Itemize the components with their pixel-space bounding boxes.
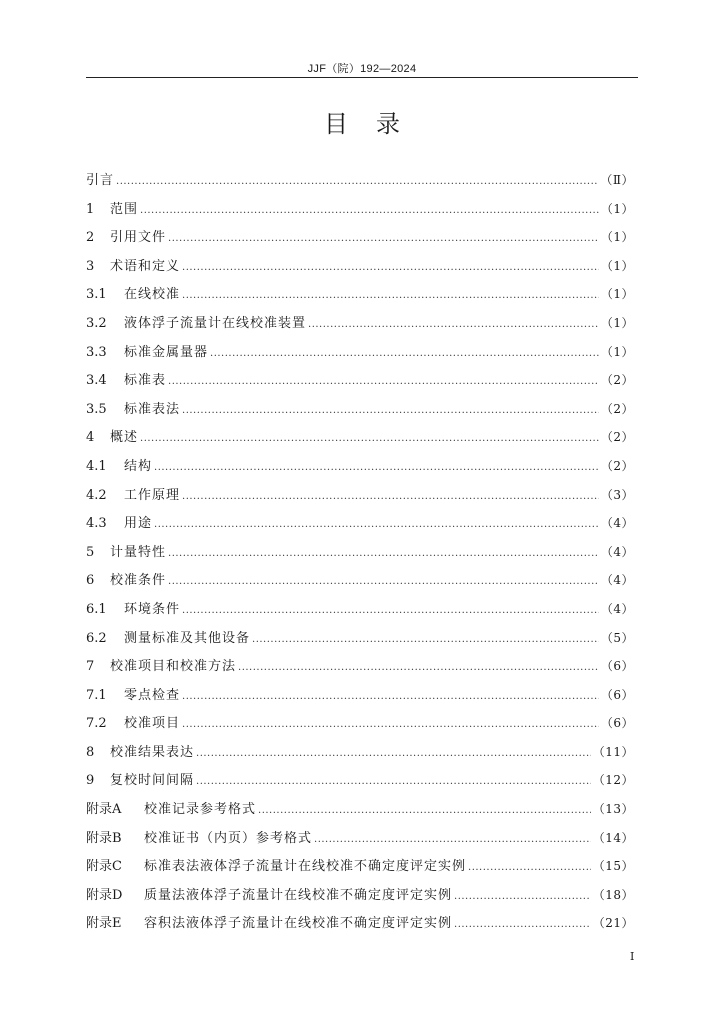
toc-entry-label: 用途 <box>124 516 153 532</box>
toc-entry-page: （Ⅱ） <box>600 173 634 187</box>
dot-leader <box>182 286 599 306</box>
toc-entry-page: （1） <box>600 258 634 273</box>
toc-entry-number: 4.3 <box>86 516 107 532</box>
toc-entry[interactable] <box>86 828 634 857</box>
toc-entry-page: （2） <box>600 373 634 388</box>
toc-entry-page: （1） <box>600 201 634 216</box>
dot-leader <box>314 830 591 850</box>
toc-entry-page: （14） <box>592 830 634 845</box>
toc-entry-number: 附录C <box>86 859 122 875</box>
toc-entry-page: （4） <box>600 601 634 616</box>
dot-leader <box>168 229 599 249</box>
toc-entry-label: 零点检查 <box>124 687 181 703</box>
toc-entry-number: 附录A <box>86 802 122 818</box>
toc-entry-label: 在线校准 <box>124 287 181 303</box>
toc-entry-page: （21） <box>592 916 634 931</box>
dot-leader <box>116 172 598 192</box>
toc-entry-number: 2 <box>86 230 95 246</box>
dot-leader <box>168 372 599 392</box>
toc-entry[interactable] <box>86 199 634 228</box>
toc-entry-label: 范围 <box>110 201 139 217</box>
toc-entry-page: （2） <box>600 401 634 416</box>
dot-leader <box>454 887 591 907</box>
toc-entry-number: 6.2 <box>86 630 107 646</box>
toc-entry-number: 附录E <box>86 916 122 932</box>
toc-entry-label: 液体浮子流量计在线校准装置 <box>124 315 307 331</box>
toc-entry-page: （1） <box>600 344 634 359</box>
dot-leader <box>182 258 599 278</box>
toc-entry-page: （3） <box>600 487 634 502</box>
toc-entry-number: 9 <box>86 773 95 789</box>
toc-entry-page: （4） <box>600 516 634 531</box>
dot-leader <box>154 515 599 535</box>
toc-entry-label: 测量标准及其他设备 <box>124 630 251 646</box>
toc-entry[interactable] <box>86 284 634 313</box>
toc-entry-label: 引用文件 <box>110 230 167 246</box>
document-code-header: JJF（院）192—2024 <box>307 63 417 75</box>
toc-entry-label: 标准表法液体浮子流量计在线校准不确定度评定实例 <box>144 859 467 875</box>
dot-leader <box>154 458 599 478</box>
toc-entry[interactable] <box>86 713 634 742</box>
toc-entry-number: 4.2 <box>86 487 107 503</box>
toc-entry-number: 3.1 <box>86 287 107 303</box>
toc-entry[interactable] <box>86 342 634 371</box>
toc-entry-label: 引言 <box>86 173 115 188</box>
toc-entry-page: （15） <box>592 859 634 874</box>
toc-entry-label: 计量特性 <box>110 544 167 560</box>
dot-leader <box>468 858 591 878</box>
toc-entry-number: 4.1 <box>86 458 107 474</box>
toc-entry[interactable] <box>86 570 634 599</box>
toc-entry-label: 复校时间间隔 <box>110 773 195 789</box>
toc-entry[interactable] <box>86 770 634 799</box>
dot-leader <box>252 630 599 650</box>
toc-entry-page: （4） <box>600 573 634 588</box>
dot-leader <box>182 487 599 507</box>
toc-entry-number: 7.2 <box>86 716 107 732</box>
toc-entry[interactable] <box>86 456 634 485</box>
toc-entry[interactable] <box>86 170 634 199</box>
dot-leader <box>258 801 591 821</box>
toc-entry-label: 标准表 <box>124 373 167 389</box>
toc-entry-page: （13） <box>592 802 634 817</box>
toc-entry-label: 校准项目 <box>124 716 181 732</box>
dot-leader <box>140 429 599 449</box>
toc-entry-number: 7 <box>86 659 95 675</box>
toc-entry-number: 1 <box>86 201 95 217</box>
toc-entry-number: 附录D <box>86 887 123 903</box>
toc-entry-page: （18） <box>592 887 634 902</box>
toc-entry[interactable] <box>86 227 634 256</box>
toc-entry-number: 8 <box>86 744 95 760</box>
toc-entry-label: 校准项目和校准方法 <box>110 659 237 675</box>
toc-entry-number: 3.2 <box>86 315 107 331</box>
toc-entry-number: 4 <box>86 430 95 446</box>
toc-entry[interactable] <box>86 256 634 285</box>
page-number: I <box>630 950 635 963</box>
toc-entry-number: 5 <box>86 544 95 560</box>
toc-entry-page: （6） <box>600 716 634 731</box>
toc-entry-label: 环境条件 <box>124 601 181 617</box>
dot-leader <box>196 744 591 764</box>
toc-entry-number: 7.1 <box>86 687 107 703</box>
toc-entry-number: 3.5 <box>86 401 107 417</box>
toc-entry-number: 3.4 <box>86 373 107 389</box>
toc-entry[interactable] <box>86 542 634 571</box>
toc-entry-page: （5） <box>600 630 634 645</box>
toc-entry[interactable] <box>86 856 634 885</box>
toc-entry-label: 术语和定义 <box>110 258 181 274</box>
page-title: 目录 <box>324 110 428 138</box>
toc-entry-page: （6） <box>600 687 634 702</box>
toc-entry-number: 3.3 <box>86 344 107 360</box>
dot-leader <box>182 715 599 735</box>
dot-leader <box>454 915 591 935</box>
toc-entry-number: 3 <box>86 258 95 274</box>
dot-leader <box>182 687 599 707</box>
toc-entry-page: （6） <box>600 659 634 674</box>
dot-leader <box>182 601 599 621</box>
toc-entry[interactable] <box>86 685 634 714</box>
dot-leader <box>140 201 599 221</box>
header-rule <box>86 77 638 78</box>
toc-entry-label: 结构 <box>124 458 153 474</box>
toc-entry-page: （1） <box>600 287 634 302</box>
toc-entry-label: 校准条件 <box>110 573 167 589</box>
toc-entry[interactable] <box>86 913 634 942</box>
dot-leader <box>168 572 599 592</box>
toc-entry[interactable] <box>86 656 634 685</box>
dot-leader <box>182 401 599 421</box>
toc-entry[interactable] <box>86 313 634 342</box>
toc-entry-label: 工作原理 <box>124 487 181 503</box>
toc-entry-label: 校准证书（内页）参考格式 <box>144 830 313 846</box>
toc-entry[interactable] <box>86 513 634 542</box>
toc-entry-page: （12） <box>592 773 634 788</box>
toc-entry-label: 概述 <box>110 430 139 446</box>
toc-entry[interactable] <box>86 427 634 456</box>
toc-entry-page: （11） <box>592 744 634 759</box>
toc-entry[interactable] <box>86 599 634 628</box>
dot-leader <box>308 315 599 335</box>
toc-entry-label: 容积法液体浮子流量计在线校准不确定度评定实例 <box>144 916 453 932</box>
toc-entry-page: （2） <box>600 458 634 473</box>
dot-leader <box>196 772 591 792</box>
toc-entry[interactable] <box>86 742 634 771</box>
toc-entry[interactable] <box>86 485 634 514</box>
toc-entry-label: 标准表法 <box>124 401 181 417</box>
dot-leader <box>210 344 599 364</box>
toc-entry[interactable] <box>86 399 634 428</box>
toc-entry[interactable] <box>86 799 634 828</box>
toc-entry-number: 6.1 <box>86 601 107 617</box>
dot-leader <box>238 658 599 678</box>
toc-entry-number: 附录B <box>86 830 122 846</box>
toc-entry-label: 质量法液体浮子流量计在线校准不确定度评定实例 <box>144 887 453 903</box>
toc-entry-label: 标准金属量器 <box>124 344 209 360</box>
toc-entry-page: （1） <box>600 315 634 330</box>
toc-entry[interactable] <box>86 628 634 657</box>
dot-leader <box>168 544 599 564</box>
toc-entry-label: 校准记录参考格式 <box>144 802 257 818</box>
toc-entry-label: 校准结果表达 <box>110 744 195 760</box>
table-of-contents <box>86 170 634 942</box>
toc-entry[interactable] <box>86 885 634 914</box>
toc-entry-number: 6 <box>86 573 95 589</box>
toc-entry-page: （2） <box>600 430 634 445</box>
toc-entry[interactable] <box>86 370 634 399</box>
toc-entry-page: （4） <box>600 544 634 559</box>
toc-entry-page: （1） <box>600 230 634 245</box>
